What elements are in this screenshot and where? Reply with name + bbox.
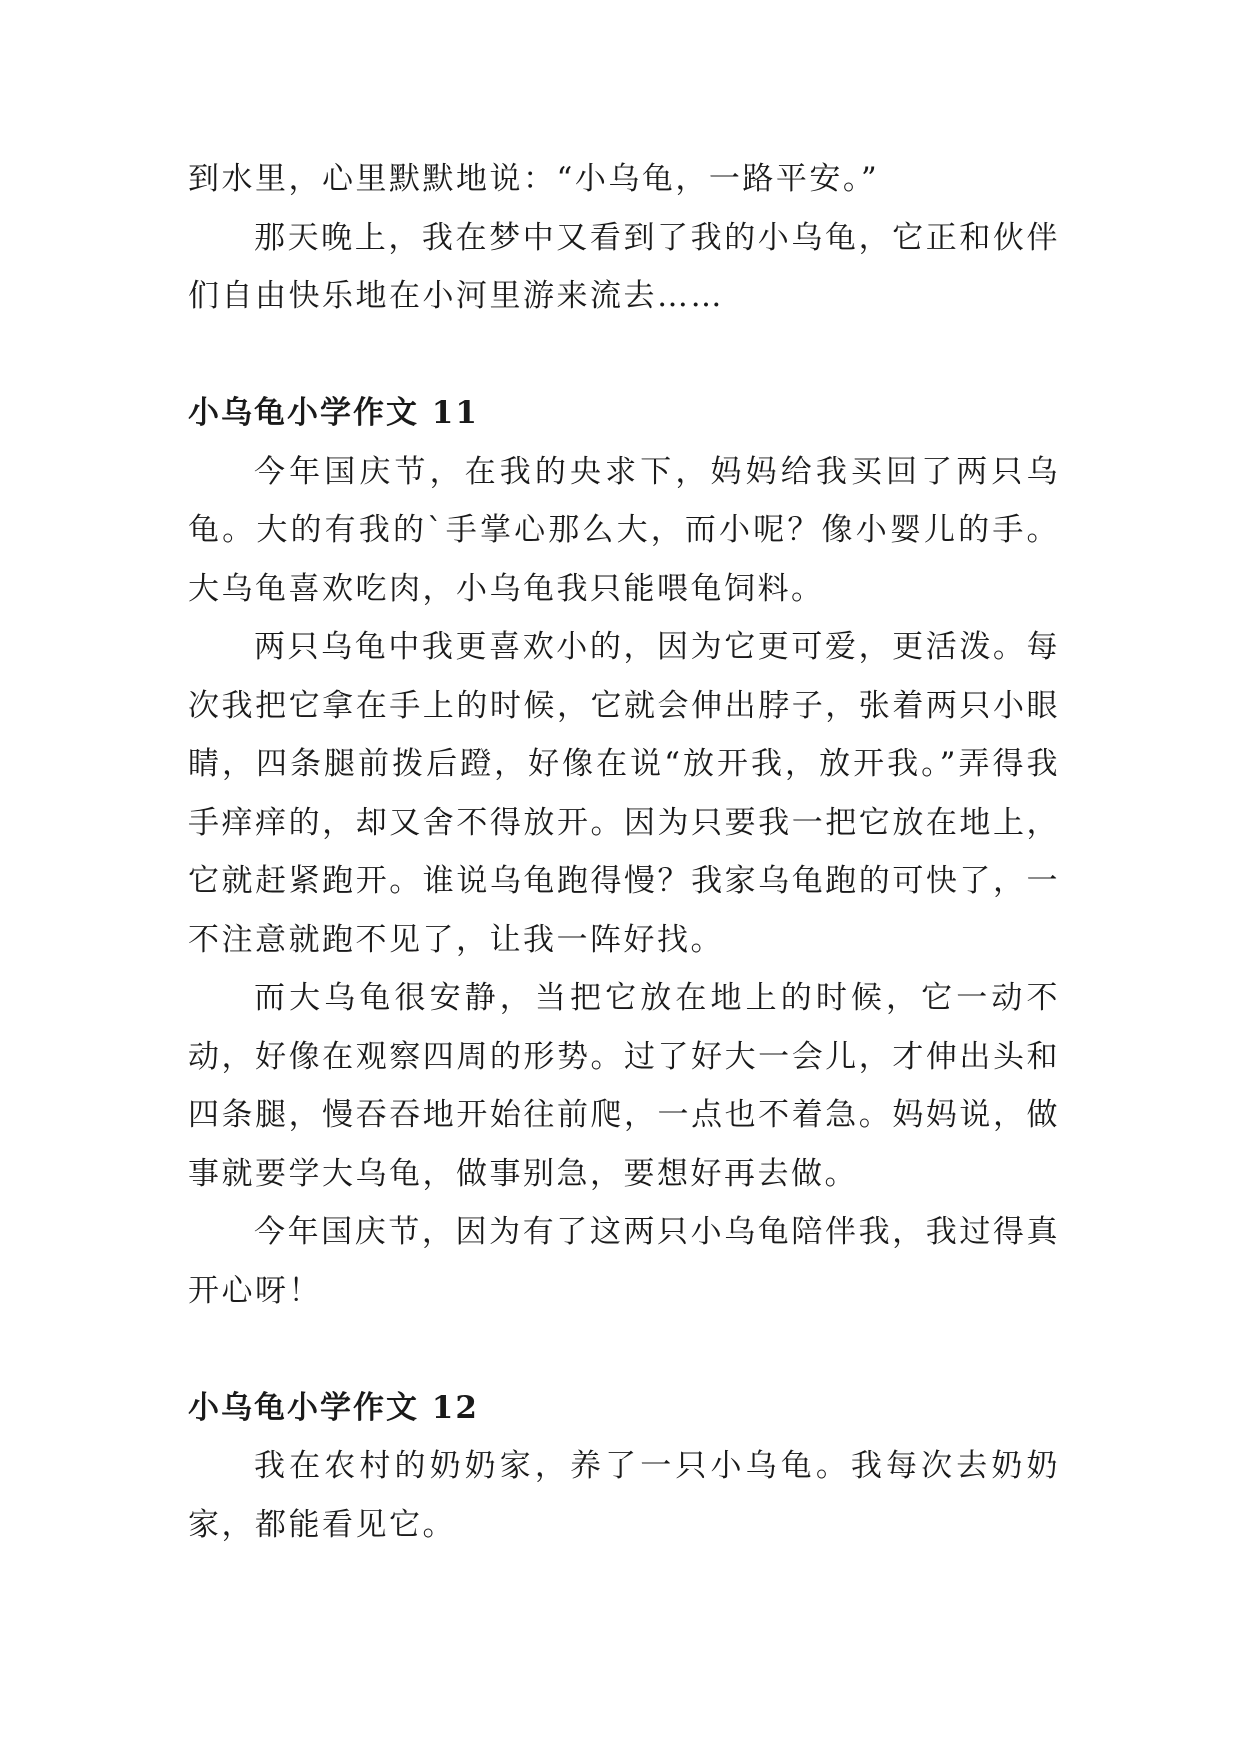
paragraph-continued: 到水里，心里默默地说：“小乌龟，一路平安。” xyxy=(188,161,880,197)
section-gap xyxy=(188,326,1060,385)
section-title: 小乌龟小学作文 12 xyxy=(188,1389,479,1426)
paragraph: 两只乌龟中我更喜欢小的，因为它更可爱，更活泼。每次我把它拿在手上的时候，它就会伸出脖子，张着两只小眼睛，四条腿前拨后蹬，好像在说“放开我，放开我。”弄得我手痒痒的，却又舍不得放开。因为只要我一把它放在地上，它就赶紧跑开。谁说乌龟跑得慢？我家乌龟跑的可快了，一不注意就跑不见了，让我一阵好找。 xyxy=(188,629,1060,958)
paragraph: 我在农村的奶奶家，养了一只小乌龟。我每次去奶奶家，都能看见它。 xyxy=(188,1448,1060,1543)
paragraph: 今年国庆节，因为有了这两只小乌龟陪伴我，我过得真开心呀！ xyxy=(188,1214,1060,1309)
paragraph: 而大乌龟很安静，当把它放在地上的时候，它一动不动，好像在观察四周的形势。过了好大一会儿，才伸出头和四条腿，慢吞吞地开始往前爬，一点也不着急。妈妈说，做事就要学大乌龟，做事别急，要想好再去做。 xyxy=(188,980,1060,1192)
document-page xyxy=(188,150,1060,1554)
section-gap xyxy=(188,1320,1060,1379)
paragraph: 今年国庆节，在我的央求下，妈妈给我买回了两只乌龟。大的有我的`手掌心那么大，而小呢？像小婴儿的手。大乌龟喜欢吃肉，小乌龟我只能喂龟饲料。 xyxy=(188,453,1060,607)
paragraph: 那天晚上，我在梦中又看到了我的小乌龟，它正和伙伴们自由快乐地在小河里游来流去…… xyxy=(188,219,1060,314)
section-title: 小乌龟小学作文 11 xyxy=(188,395,479,431)
